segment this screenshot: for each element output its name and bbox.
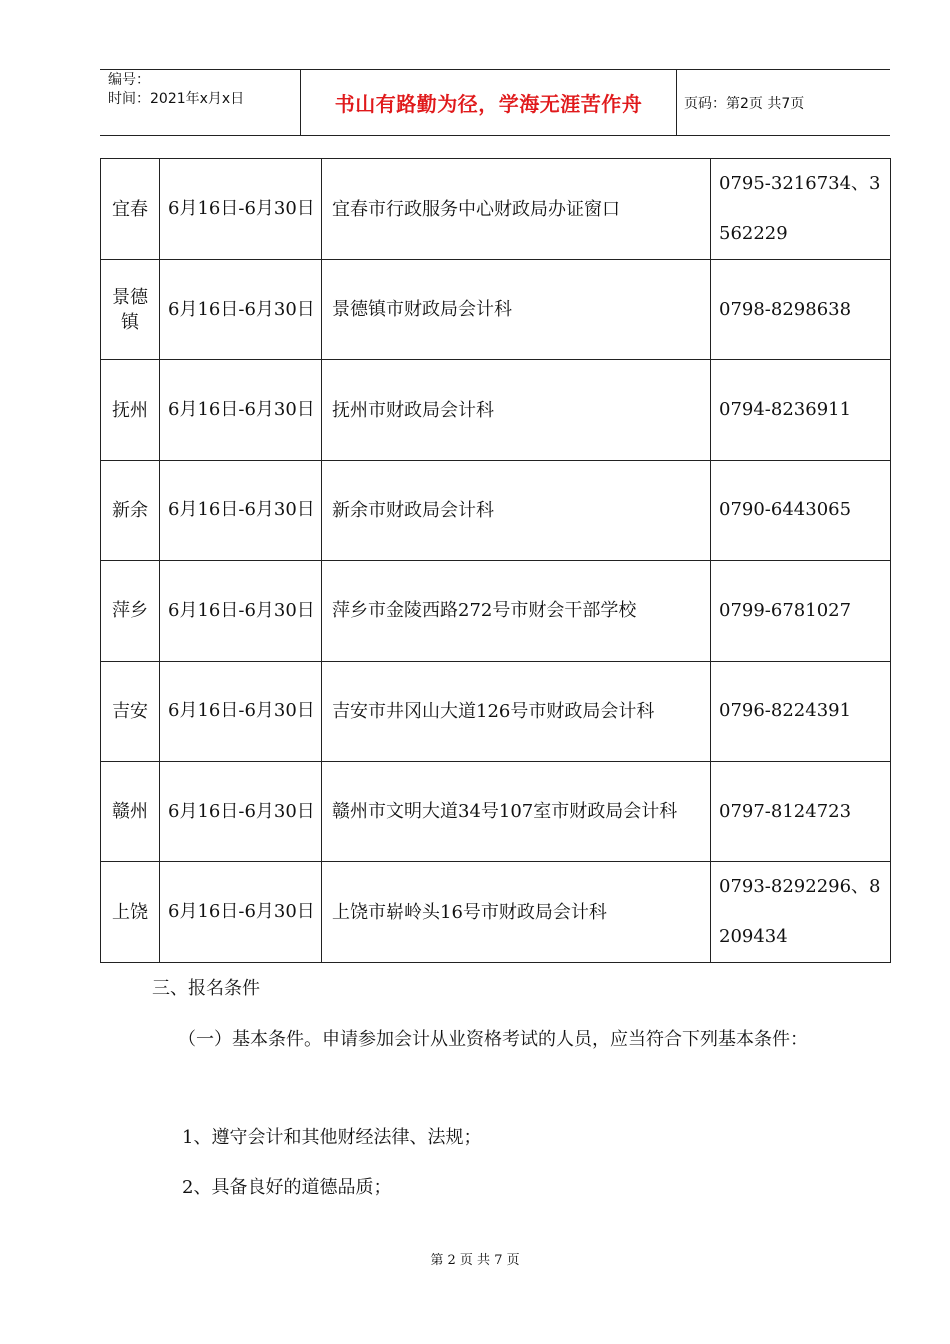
table-row — [101, 460, 891, 560]
header-page-info: 页码：第2页 共7页 — [684, 95, 805, 112]
table-row — [101, 360, 891, 460]
phone-cell: 0797-8124723 — [711, 761, 891, 861]
city-cell: 赣州 — [101, 761, 160, 861]
header-meta — [100, 70, 300, 135]
page-footer: 第 2 页 共 7 页 — [430, 1253, 520, 1268]
table-body — [101, 159, 891, 963]
condition-item-2: 2、具备良好的道德品质； — [182, 1177, 392, 1198]
section-title: 三、报名条件 — [152, 978, 260, 999]
document-number-label: 编号： — [108, 72, 150, 88]
table-row — [101, 159, 891, 260]
phone-cell: 0796-8224391 — [711, 661, 891, 761]
location-cell: 景德镇市财政局会计科 — [322, 260, 711, 360]
date-cell: 6月16日-6月30日 — [160, 761, 322, 861]
location-cell: 抚州市财政局会计科 — [322, 360, 711, 460]
city-cell: 景德镇 — [101, 260, 160, 360]
phone-cell: 0790-6443065 — [711, 460, 891, 560]
table-row — [101, 561, 891, 661]
phone-cell: 0794-8236911 — [711, 360, 891, 460]
location-cell: 赣州市文明大道34号107室市财政局会计科 — [322, 761, 711, 861]
document-time-label: 时间：2021年x月x日 — [108, 91, 245, 107]
phone-cell: 0799-6781027 — [711, 561, 891, 661]
date-cell: 6月16日-6月30日 — [160, 561, 322, 661]
location-cell: 新余市财政局会计科 — [322, 460, 711, 560]
city-cell: 新余 — [101, 460, 160, 560]
location-cell: 萍乡市金陵西路272号市财会干部学校 — [322, 561, 711, 661]
date-cell: 6月16日-6月30日 — [160, 862, 322, 963]
date-cell: 6月16日-6月30日 — [160, 661, 322, 761]
date-cell: 6月16日-6月30日 — [160, 460, 322, 560]
table-row — [101, 862, 891, 963]
city-cell: 吉安 — [101, 661, 160, 761]
date-cell: 6月16日-6月30日 — [160, 260, 322, 360]
basic-conditions-paragraph: （一）基本条件。申请参加会计从业资格考试的人员，应当符合下列基本条件： — [178, 1029, 808, 1050]
location-cell: 吉安市井冈山大道126号市财政局会计科 — [322, 661, 711, 761]
registration-schedule-table — [100, 158, 891, 963]
city-cell: 萍乡 — [101, 561, 160, 661]
city-cell: 上饶 — [101, 862, 160, 963]
date-cell: 6月16日-6月30日 — [160, 360, 322, 460]
page-header — [100, 69, 890, 136]
location-cell: 宜春市行政服务中心财政局办证窗口 — [322, 159, 711, 260]
location-cell: 上饶市崭岭头16号市财政局会计科 — [322, 862, 711, 963]
table-row — [101, 661, 891, 761]
condition-item-1: 1、遵守会计和其他财经法律、法规； — [182, 1127, 482, 1148]
header-divider — [676, 70, 677, 135]
table-row — [101, 260, 891, 360]
phone-cell: 0793-8292296、8209434 — [711, 862, 891, 963]
city-cell: 宜春 — [101, 159, 160, 260]
phone-cell: 0795-3216734、3562229 — [711, 159, 891, 260]
table-row — [101, 761, 891, 861]
header-motto: 书山有路勤为径，学海无涯苦作舟 — [334, 92, 643, 116]
phone-cell: 0798-8298638 — [711, 260, 891, 360]
city-cell: 抚州 — [101, 360, 160, 460]
date-cell: 6月16日-6月30日 — [160, 159, 322, 260]
